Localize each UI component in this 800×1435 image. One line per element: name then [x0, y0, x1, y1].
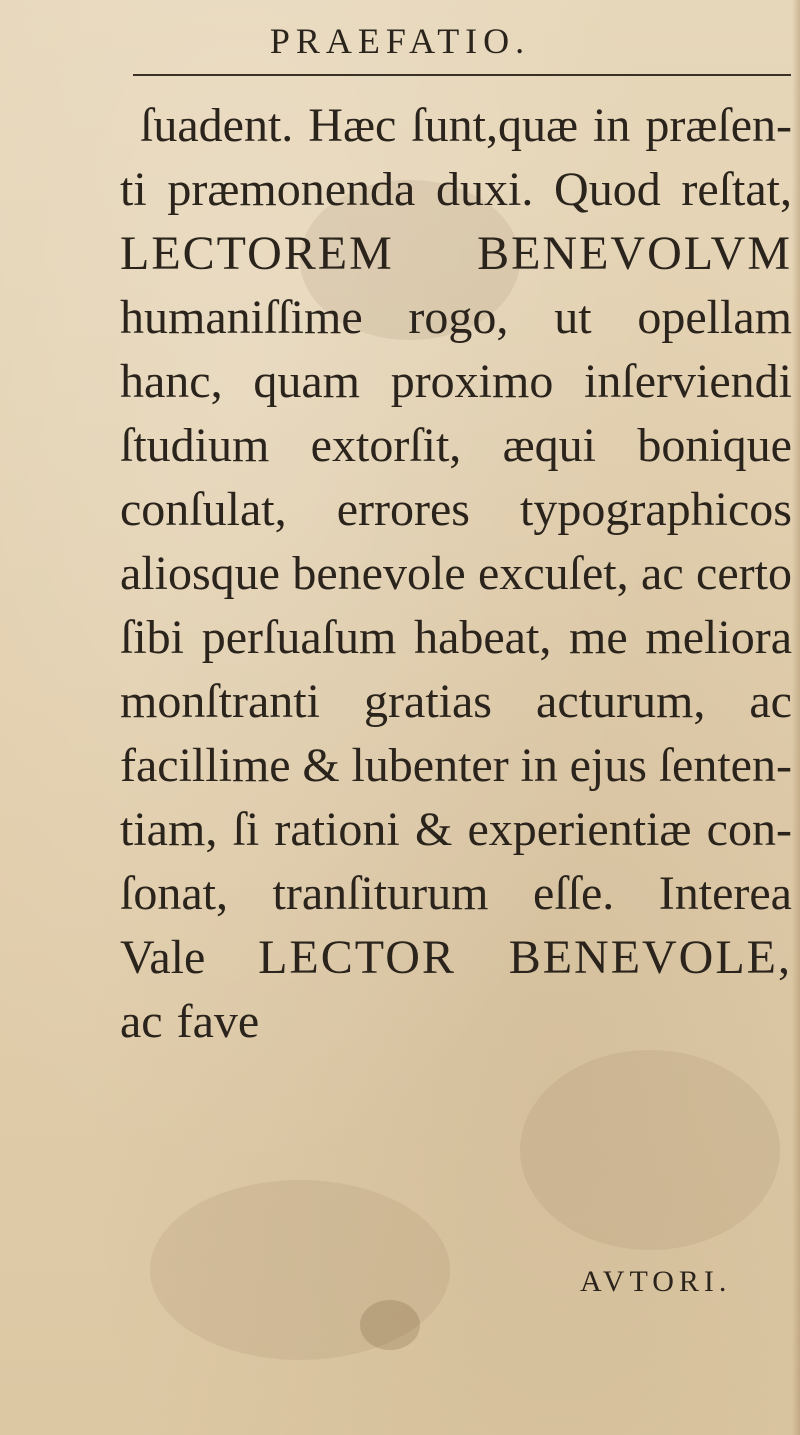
text-line	[120, 734, 792, 798]
text-line	[120, 798, 792, 862]
word: facillime	[120, 739, 291, 792]
word: &	[302, 739, 340, 792]
text-line	[120, 606, 792, 670]
foxing-stain	[150, 1180, 450, 1360]
word: benevole	[292, 547, 466, 600]
word: monſtranti	[120, 675, 320, 728]
word: BENEVOLE,	[508, 931, 792, 984]
word: errores	[336, 483, 470, 536]
word: ſonat,	[120, 867, 228, 920]
text-line	[120, 94, 792, 158]
word: ti	[120, 163, 147, 216]
word: conſulat,	[120, 483, 287, 536]
word: ſenten-	[658, 739, 792, 792]
word: præſen-	[645, 99, 792, 152]
word: Quod	[554, 163, 661, 216]
word: in	[593, 99, 631, 152]
word: acturum,	[536, 675, 706, 728]
word: æqui	[502, 419, 596, 472]
word: ut	[554, 291, 592, 344]
word: habeat,	[414, 611, 552, 664]
word: Vale	[120, 931, 206, 984]
word: duxi.	[436, 163, 534, 216]
word: præmonenda	[167, 163, 416, 216]
word: &	[414, 803, 453, 856]
text-line	[120, 222, 792, 286]
text-line	[120, 670, 792, 734]
word: ejus	[569, 739, 647, 792]
word: rationi	[274, 803, 400, 856]
author-signature: AVTORI.	[580, 1265, 732, 1298]
word: gratias	[364, 675, 492, 728]
text-line	[120, 542, 792, 606]
word: LECTOR	[258, 931, 456, 984]
word: aliosque	[120, 547, 280, 600]
text-line	[120, 350, 792, 414]
running-title: PRAEFATIO.	[269, 21, 531, 61]
word: hanc,	[120, 355, 223, 408]
word: meliora	[645, 611, 792, 664]
word: Interea	[658, 867, 792, 920]
word: ſunt,quæ	[411, 99, 578, 152]
word: experientiæ	[467, 803, 692, 856]
word: ſuadent.	[140, 99, 294, 152]
word: ac	[641, 547, 684, 600]
word: rogo,	[408, 291, 509, 344]
word: in	[520, 739, 558, 792]
word: quam	[253, 355, 360, 408]
body-text	[120, 94, 792, 1054]
word: ſibi	[120, 611, 185, 664]
word: extorſit,	[310, 419, 462, 472]
word: proximo	[390, 355, 554, 408]
word: con-	[706, 803, 792, 856]
word: perſuaſum	[201, 611, 397, 664]
word: ſi	[232, 803, 260, 856]
word: ac	[120, 995, 163, 1048]
word: excuſet,	[478, 547, 629, 600]
word: BENEVOLVM	[477, 227, 792, 280]
text-line	[120, 862, 792, 926]
text-line	[120, 926, 792, 990]
header-rule	[133, 74, 791, 76]
word: typographicos	[520, 483, 792, 536]
word: Hæc	[308, 99, 397, 152]
text-line	[120, 158, 792, 222]
word: bonique	[637, 419, 792, 472]
word: reſtat,	[681, 163, 792, 216]
word: fave	[176, 995, 260, 1048]
text-line	[120, 990, 792, 1054]
foxing-stain	[360, 1300, 420, 1350]
word: LECTOREM	[120, 227, 394, 280]
word: inſerviendi	[584, 355, 792, 408]
text-line	[120, 286, 792, 350]
word: humaniſſime	[120, 291, 363, 344]
word: lubenter	[351, 739, 509, 792]
page-edge-shadow	[792, 0, 800, 1435]
foxing-stain	[520, 1050, 780, 1250]
word: eſſe.	[532, 867, 615, 920]
word: tiam,	[120, 803, 218, 856]
word: opellam	[637, 291, 792, 344]
word: tranſiturum	[272, 867, 489, 920]
word: ſtudium	[120, 419, 270, 472]
word: ac	[749, 675, 792, 728]
word: me	[569, 611, 628, 664]
text-line	[120, 478, 792, 542]
word: certo	[696, 547, 792, 600]
text-line	[120, 414, 792, 478]
